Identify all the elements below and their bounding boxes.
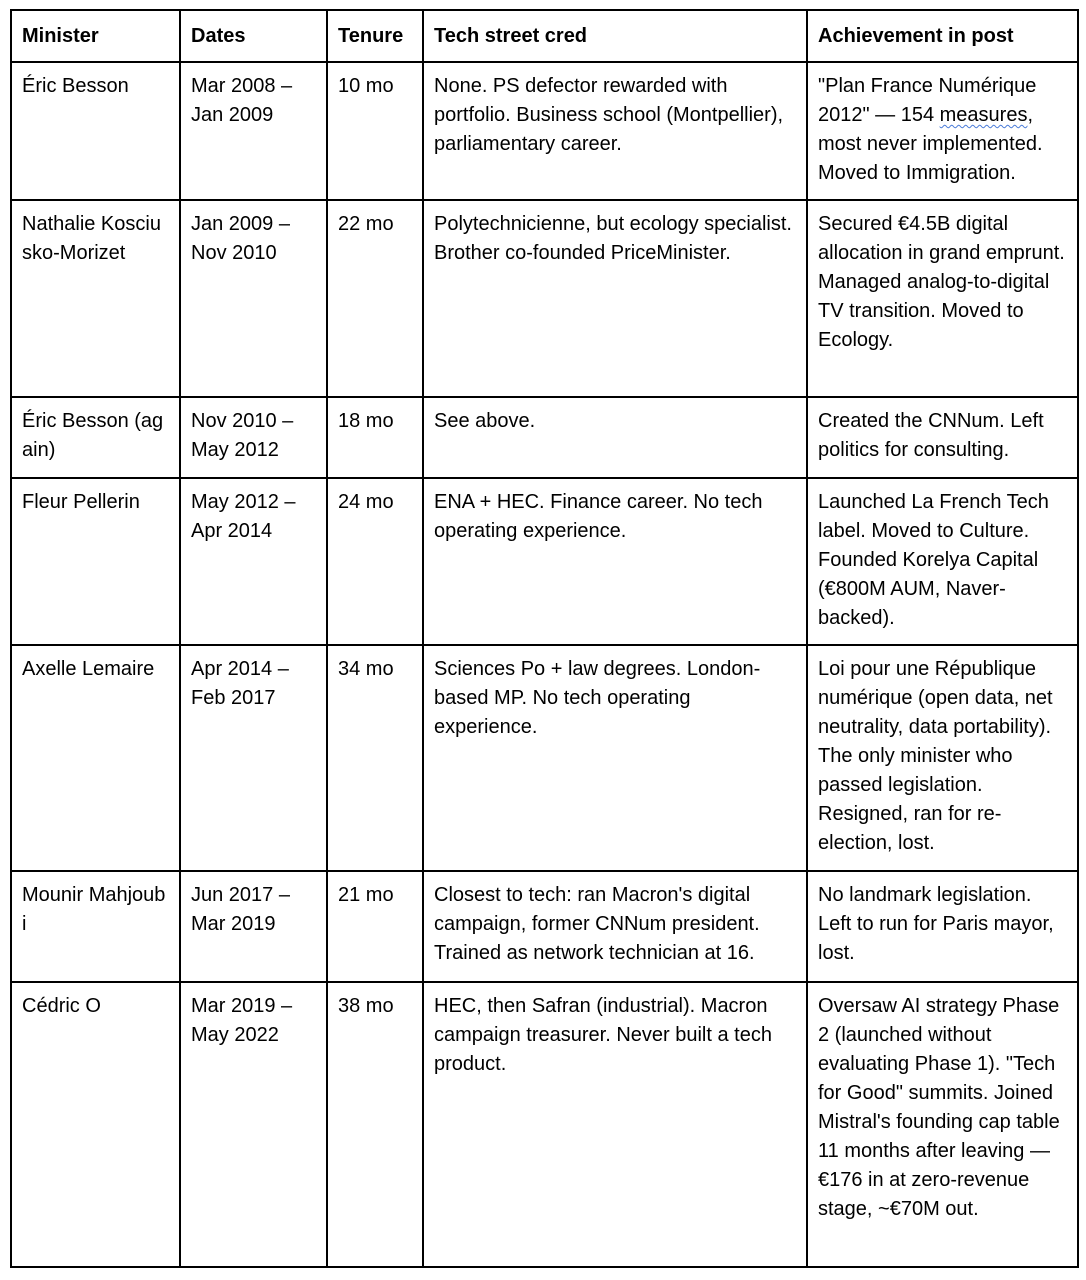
cell-tenure: 24 mo [327, 478, 423, 645]
cell-dates: Nov 2010 – May 2012 [180, 397, 327, 478]
table-row [11, 871, 1078, 982]
cell-minister: Nathalie Kosciusko-Morizet [11, 200, 180, 397]
column-header-minister: Minister [11, 10, 180, 62]
achievement-text: "Plan France Numérique 2012" — 154 [818, 75, 1037, 126]
cell-tech-street-cred: Sciences Po + law degrees. London-based MP. No tech operating experience. [423, 645, 807, 871]
cell-achievement [807, 62, 1078, 200]
table-row [11, 397, 1078, 478]
cell-dates: Apr 2014 – Feb 2017 [180, 645, 327, 871]
cell-tenure: 10 mo [327, 62, 423, 200]
cell-minister: Cédric O [11, 982, 180, 1267]
cell-minister: Axelle Lemaire [11, 645, 180, 871]
cell-dates: Mar 2008 – Jan 2009 [180, 62, 327, 200]
column-header-achievement: Achievement in post [807, 10, 1078, 62]
cell-dates: Jun 2017 – Mar 2019 [180, 871, 327, 982]
table-row [11, 645, 1078, 871]
cell-achievement: Created the CNNum. Left politics for consulting. [807, 397, 1078, 478]
table-row [11, 200, 1078, 397]
column-header-tenure: Tenure [327, 10, 423, 62]
cell-tech-street-cred: See above. [423, 397, 807, 478]
cell-tenure: 18 mo [327, 397, 423, 478]
cell-achievement: Secured €4.5B digital allocation in grand emprunt. Managed analog-to-digital TV transition. Moved to Ecology. [807, 200, 1078, 397]
cell-dates: May 2012 – Apr 2014 [180, 478, 327, 645]
cell-tech-street-cred: ENA + HEC. Finance career. No tech operating experience. [423, 478, 807, 645]
cell-minister: Mounir Mahjoubi [11, 871, 180, 982]
cell-achievement: Oversaw AI strategy Phase 2 (launched without evaluating Phase 1). "Tech for Good" summits. Joined Mistral's founding cap table 11 months after leaving — €176 in at zero-revenue stage, ~€70M out. [807, 982, 1078, 1267]
cell-achievement: Loi pour une République numérique (open data, net neutrality, data portability). The only minister who passed legislation. Resigned, ran for re-election, lost. [807, 645, 1078, 871]
cell-tenure: 22 mo [327, 200, 423, 397]
cell-tenure: 34 mo [327, 645, 423, 871]
cell-tenure: 21 mo [327, 871, 423, 982]
cell-tech-street-cred: Closest to tech: ran Macron's digital campaign, former CNNum president. Trained as network technician at 16. [423, 871, 807, 982]
cell-achievement: No landmark legislation. Left to run for Paris mayor, lost. [807, 871, 1078, 982]
cell-dates: Mar 2019 – May 2022 [180, 982, 327, 1267]
column-header-dates: Dates [180, 10, 327, 62]
spellcheck-flagged-word[interactable]: measures [939, 104, 1028, 126]
table-header-row [11, 10, 1078, 62]
cell-tech-street-cred: HEC, then Safran (industrial). Macron campaign treasurer. Never built a tech product. [423, 982, 807, 1267]
cell-minister: Éric Besson [11, 62, 180, 200]
column-header-tech-street-cred: Tech street cred [423, 10, 807, 62]
ministers-table [10, 9, 1079, 1268]
cell-minister: Éric Besson (again) [11, 397, 180, 478]
table-row [11, 478, 1078, 645]
table-row [11, 62, 1078, 200]
cell-tenure: 38 mo [327, 982, 423, 1267]
cell-minister: Fleur Pellerin [11, 478, 180, 645]
cell-tech-street-cred: Polytechnicienne, but ecology specialist. Brother co-founded PriceMinister. [423, 200, 807, 397]
cell-dates: Jan 2009 – Nov 2010 [180, 200, 327, 397]
table-row [11, 982, 1078, 1267]
cell-tech-street-cred: None. PS defector rewarded with portfolio. Business school (Montpellier), parliamentary career. [423, 62, 807, 200]
cell-achievement: Launched La French Tech label. Moved to Culture. Founded Korelya Capital (€800M AUM, Naver-backed). [807, 478, 1078, 645]
achievement-text: , most never implemented. Moved to Immigration. [818, 104, 1043, 184]
